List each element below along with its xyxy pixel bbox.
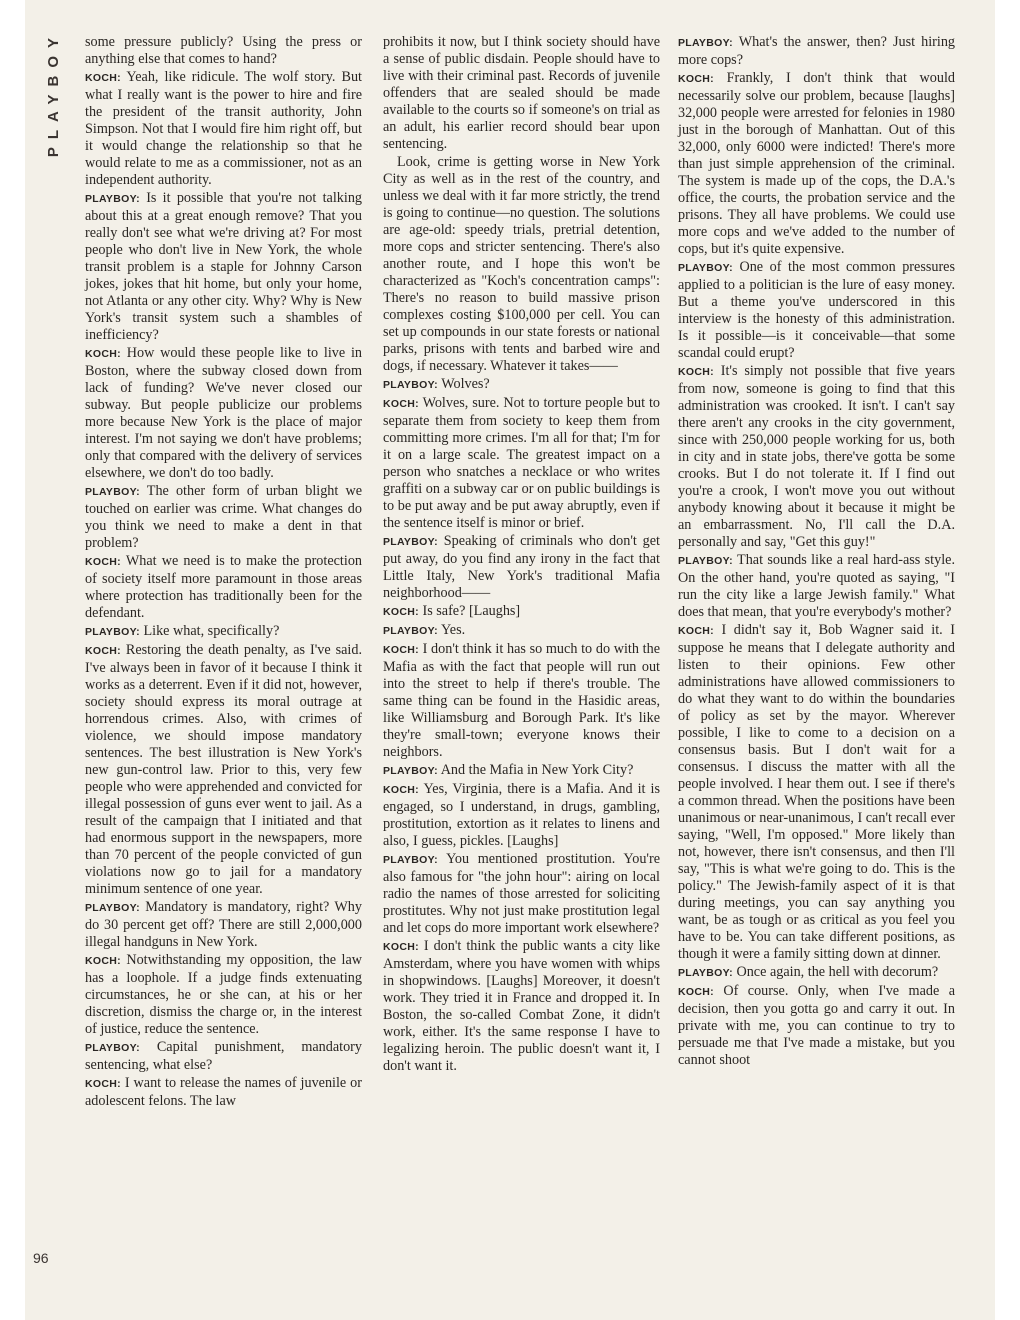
paragraph-text: I don't think the public wants a city like Amsterdam, where you have women with whips in shopwindows. [Laughs] Moreover, it doesn't work. They tried it in France and dropped it. In Boston, the so-called Combat Zone, it didn't work, either. It's the same response I have to legalizing heroin. The public doesn't want it, I don't want it. xyxy=(383,938,660,1074)
paragraph-text: I want to release the names of juvenile or adolescent felons. The law xyxy=(85,1075,362,1109)
paragraph-text: prohibits it now, but I think society should have a sense of public disdain. People should have to live with their criminal past. Records of juvenile offenders that are sealed should be made available to the courts so if someone's on trial as an adult, his earlier record should bear upon sentencing. xyxy=(383,34,660,152)
paragraph-text: The other form of urban blight we touched on earlier was crime. What changes do you think we need to make a dent in that problem? xyxy=(85,483,362,551)
speaker-label: KOCH: xyxy=(383,941,419,953)
paragraph xyxy=(383,376,660,394)
paragraph xyxy=(383,603,660,621)
paragraph-text: How would these people like to live in Boston, where the subway closed down from lack of funding? We've never closed our subway. But people publicize our problems more because New York is the place of major interest. I'm not saying we don't have problems; only that compared with the delivery of services elsewhere, we don't do too badly. xyxy=(85,345,362,481)
speaker-label: KOCH: xyxy=(85,72,121,84)
paragraph xyxy=(678,70,955,258)
paragraph-text: You mentioned prostitution. You're also famous for "the john hour": airing on local radio the names of those arrested for soliciting prostitutes. Why not just make prostitution legal and let cops do more important work elsewhere? xyxy=(383,851,660,936)
speaker-label: KOCH: xyxy=(678,73,714,85)
paragraph xyxy=(678,983,955,1069)
text-column-3 xyxy=(678,34,955,1070)
paragraph-text: I didn't say it, Bob Wagner said it. I suppose he means that I delegate authority and listen to their opinions. Few other administrations have allowed commissioners to do what they want to do within the boundaries of policy as set by the mayor. Wherever possible, I like to come to a decision on a consensus basis. But I don't wait for a consensus. I discuss the matter with all the people involved. I hear them out. I see if there's a common thread. When the positions have been unanimous or near-unanimous, I can't recall ever saying, "Well, I'm opposed." More likely than not, however, there isn't consensus, and then I'll say, "This is what we're going to do. This is the policy." The Jewish-family aspect of it is that during meetings, you can say anything you want, be as tough or as critical as you feel you have to be. You can take different positions, as though it were a family sitting down at dinner. xyxy=(678,622,956,962)
paragraph-text: Capital punishment, mandatory sentencing, what else? xyxy=(85,1039,362,1073)
paragraph xyxy=(85,190,362,344)
paragraph xyxy=(85,69,362,189)
paragraph xyxy=(85,345,362,482)
paragraph xyxy=(678,34,955,69)
paragraph xyxy=(85,1075,362,1110)
paragraph xyxy=(85,952,362,1038)
paragraph-text: Wolves, sure. Not to torture people but to separate them from society to keep them from committing more crimes. I'm all for that; I'm for it on a large scale. The greatest impact on a person who snatches a necklace or who writes graffiti on a subway car or on public buildings is to be put away and be put away abruptly, even if the sentence itself is minor or brief. xyxy=(383,395,660,531)
paragraph xyxy=(85,1039,362,1074)
speaker-label: PLAYBOY: xyxy=(383,765,438,777)
speaker-label: PLAYBOY: xyxy=(383,379,438,391)
paragraph-text: I don't think it has so much to do with the Mafia as with the fact that people will run out into the street to help if there's trouble. The same thing can be found in the Hasidic areas, like Williamsburg and Borough Park. It's like they're small-town; everyone knows their neighbors. xyxy=(383,641,660,760)
paragraph-text: That sounds like a real hard-ass style. On the other hand, you're quoted as saying, "I run the city like a large Jewish family." What does that mean, that you're everybody's mother? xyxy=(678,552,955,620)
speaker-label: KOCH: xyxy=(85,955,121,967)
paragraph xyxy=(383,762,660,780)
paragraph-text: Notwithstanding my opposition, the law has a loophole. If a judge finds extenuating circumstances, he or she can, at his or her discretion, dismiss the charge or, in the interest of justice, reduce the sentence. xyxy=(85,952,363,1037)
text-column-2 xyxy=(383,34,660,1076)
text-column-1 xyxy=(85,34,362,1111)
paragraph xyxy=(678,259,955,362)
paragraph xyxy=(383,938,660,1075)
paragraph xyxy=(678,964,955,982)
paragraph xyxy=(85,34,362,68)
speaker-label: PLAYBOY: xyxy=(678,555,733,567)
page-number: 96 xyxy=(33,1250,49,1266)
paragraph-text: Is it possible that you're not talking about this at a great enough remove? That you really don't see what we're driving at? For most people who don't live in New York, the whole transit problem is a staple for Johnny Carson jokes, jokes that hit home, but only your home, not Atlanta or any other city. Why? Why is New York's transit system such a shambles of inefficiency? xyxy=(85,190,363,343)
paragraph-text: One of the most common pressures applied to a politician is the lure of easy money. But a theme you've underscored in this interview is the honesty of this administration. Is it possible—is it conceivable—that some scandal could erupt? xyxy=(678,259,956,361)
paragraph-text: Of course. Only, when I've made a decision, then you gotta go and carry it out. In private with me, you can continue to try to persuade me that I've made a mistake, but you cannot shoot xyxy=(678,983,956,1068)
speaker-label: PLAYBOY: xyxy=(85,1042,140,1054)
paragraph-text: Wolves? xyxy=(441,376,490,392)
paragraph-text: Speaking of criminals who don't get put away, do you find any irony in the fact that Little Italy, New York's traditional Mafia neighborhood—— xyxy=(383,533,660,601)
paragraph-text: It's simply not possible that five years from now, someone is going to find that this administration was crooked. It isn't. I can't say there aren't any crooks in the city government, since with 250,000 people working for us, both in city and in state jobs, there've gotta be some crooks. But I do not tolerate it. If I find out you're a crook, I won't move you out without anybody knowing about it because it might be an embarrassment. No, I'll call the D.A. personally and say, "Get this guy!" xyxy=(678,363,955,550)
paragraph xyxy=(383,781,660,850)
magazine-page xyxy=(25,0,995,1320)
paragraph-text: And the Mafia in New York City? xyxy=(440,762,634,778)
paragraph-text: Yeah, like ridicule. The wolf story. But what I really want is the power to hire and fire the president of the transit authority, John Simpson. Not that I would fire him right off, but it would change the relationship so that he would relate to me as a commissioner, not as an independent authority. xyxy=(85,69,362,188)
paragraph-text: Like what, specifically? xyxy=(143,623,280,639)
speaker-label: KOCH: xyxy=(383,644,419,656)
paragraph xyxy=(383,533,660,602)
paragraph xyxy=(383,622,660,640)
paragraph xyxy=(85,642,362,898)
paragraph-text: Restoring the death penalty, as I've said. I've always been in favor of it because I think it works as a deterrent. Even if it did not, however, society should express its moral outrage at horrendous crimes. Also, with crimes of violence, we should impose mandatory sentences. The best illustration is New York's new gun-control law. Prior to this, very few people who were apprehended and convicted for illegal possession of guns ever went to jail. As a result of the campaign that I initiated and that had enormous support in the newspapers, more than 70 percent of the people convicted of gun violations now go to jail for a mandatory minimum sentence of one year. xyxy=(85,642,362,897)
speaker-label: KOCH: xyxy=(678,625,714,637)
paragraph xyxy=(85,623,362,641)
paragraph-text: Frankly, I don't think that would necessarily solve our problem, because [laughs] 32,000 people were arrested for felonies in 1980 just in the borough of Manhattan. Out of this 32,000, only 6000 were indicted! There's more than just simple apprehension of the criminal. The system is made up of the cops, the D.A.'s office, the courts, the probation service and the prisons. They all have problems. We could use more cops and we've added to the number of cops, but it's quite expensive. xyxy=(678,70,956,257)
paragraph xyxy=(678,622,955,963)
paragraph-text: What's the answer, then? Just hiring more cops? xyxy=(678,34,956,68)
speaker-label: KOCH: xyxy=(383,398,419,410)
paragraph xyxy=(678,363,955,551)
speaker-label: PLAYBOY: xyxy=(383,625,438,637)
speaker-label: KOCH: xyxy=(383,784,419,796)
masthead: PLAYBOY xyxy=(45,30,62,158)
speaker-label: PLAYBOY: xyxy=(383,854,438,866)
paragraph xyxy=(383,851,660,937)
paragraph-text: Once again, the hell with decorum? xyxy=(736,964,939,980)
paragraph xyxy=(678,552,955,621)
paragraph xyxy=(383,154,660,375)
speaker-label: PLAYBOY: xyxy=(678,967,733,979)
speaker-label: KOCH: xyxy=(85,556,121,568)
paragraph xyxy=(85,553,362,622)
speaker-label: PLAYBOY: xyxy=(678,37,733,49)
paragraph xyxy=(383,641,660,761)
speaker-label: KOCH: xyxy=(85,645,121,657)
speaker-label: PLAYBOY: xyxy=(85,486,140,498)
paragraph xyxy=(85,483,362,552)
speaker-label: PLAYBOY: xyxy=(85,193,140,205)
paragraph-text: What we need is to make the protection of society itself more paramount in those areas where protection has traditionally been for the defendant. xyxy=(85,553,363,621)
paragraph xyxy=(383,34,660,153)
speaker-label: KOCH: xyxy=(85,1078,121,1090)
paragraph-text: Look, crime is getting worse in New York City as well as in the rest of the country, and unless we deal with it far more strictly, the trend is going to continue—no question. The solutions are age-old: speedy trials, pretrial detention, more cops and stricter sentencing. There's also another route, and I hope this won't be characterized as "Koch's concentration camps": There's no reason to build massive prison complexes costing $100,000 per cell. You can set up compounds in our state forests or national parks, prisons with tents and barbed wire and dogs, if necessary. Whatever it takes—— xyxy=(383,154,660,374)
speaker-label: KOCH: xyxy=(678,366,714,378)
speaker-label: KOCH: xyxy=(85,348,121,360)
speaker-label: PLAYBOY: xyxy=(85,902,140,914)
paragraph-text: Is safe? [Laughs] xyxy=(422,603,521,619)
paragraph-text: Yes, Virginia, there is a Mafia. And it is engaged, so I understand, in drugs, gambling, prostitution, extortion as it relates to linens and also, I guess, pickles. [Laughs] xyxy=(383,781,660,849)
paragraph xyxy=(383,395,660,532)
speaker-label: KOCH: xyxy=(383,606,419,618)
speaker-label: KOCH: xyxy=(678,986,714,998)
speaker-label: PLAYBOY: xyxy=(383,536,438,548)
paragraph-text: Mandatory is mandatory, right? Why do 30 percent get off? There are still 2,000,000 illegal handguns in New York. xyxy=(85,899,362,950)
paragraph-text: some pressure publicly? Using the press or anything else that comes to hand? xyxy=(85,34,362,67)
speaker-label: PLAYBOY: xyxy=(85,626,140,638)
speaker-label: PLAYBOY: xyxy=(678,262,733,274)
paragraph xyxy=(85,899,362,951)
paragraph-text: Yes. xyxy=(440,622,466,638)
